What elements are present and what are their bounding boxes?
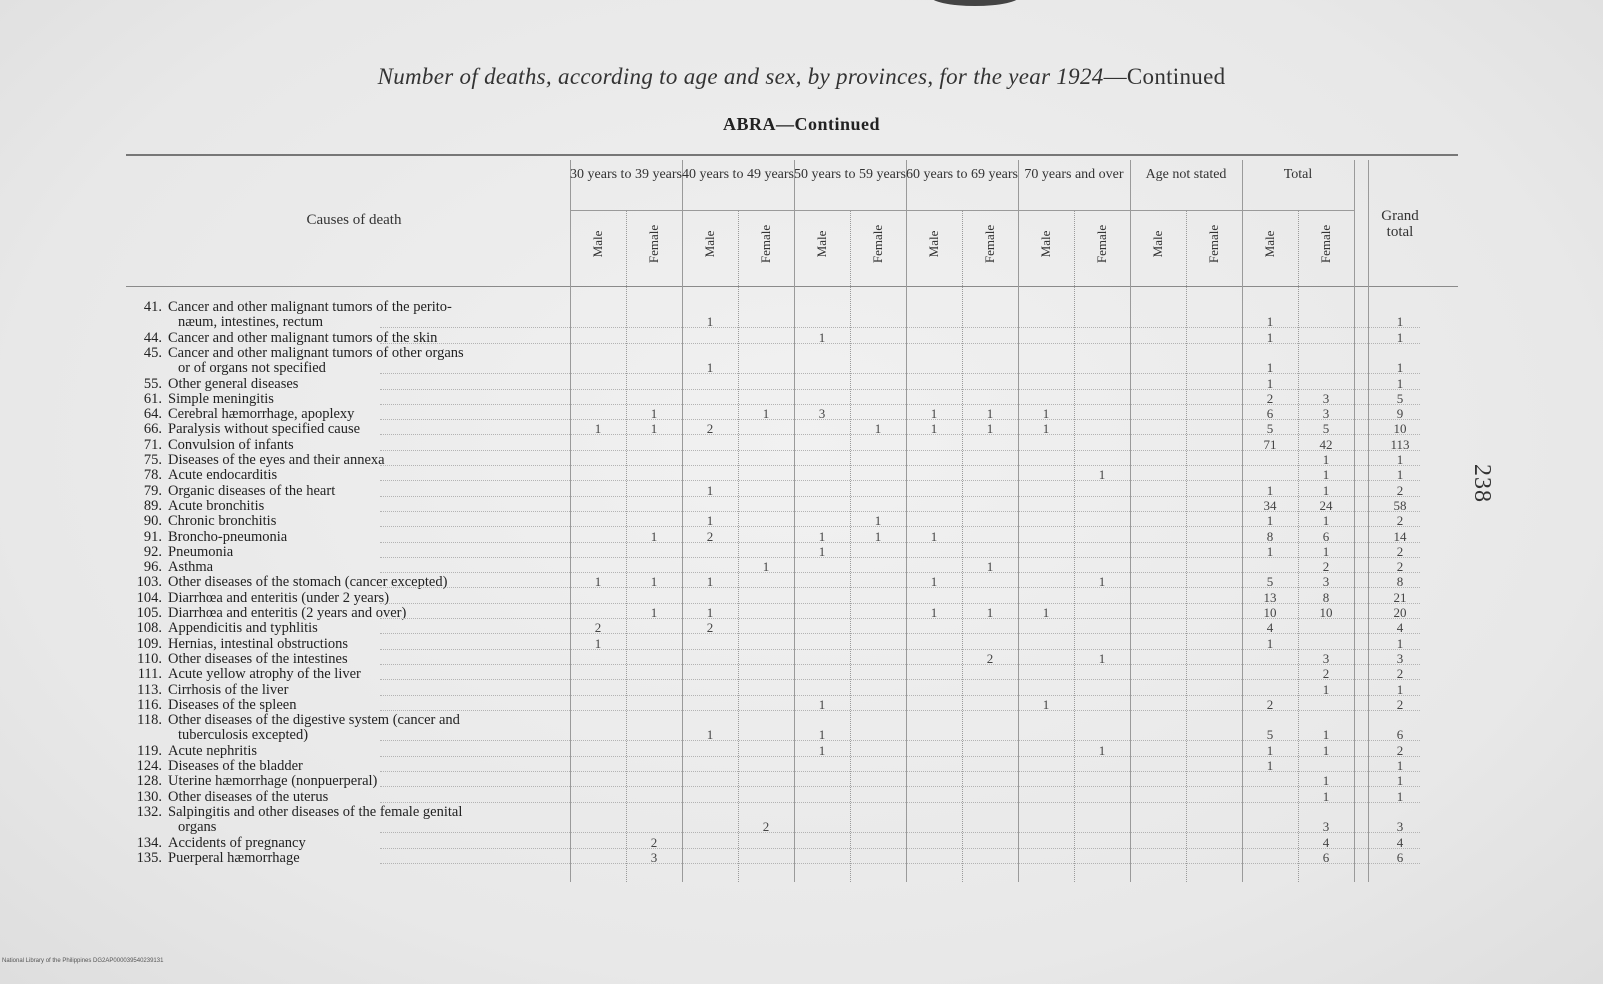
cause-row-label	[132, 514, 276, 528]
cause-row-label	[132, 652, 348, 666]
count-cell: 1	[930, 605, 938, 620]
cause-number: 134.	[136, 834, 162, 851]
cause-row-label	[132, 606, 406, 620]
age-group-header: 50 years to 59 years	[794, 167, 906, 182]
cause-row-label	[132, 805, 462, 819]
count-cell: 3	[1322, 406, 1330, 422]
count-cell: 1	[1266, 360, 1274, 376]
cause-name: Acute yellow atrophy of the liver	[168, 666, 361, 683]
grand-total-cell: 113	[1390, 436, 1410, 452]
province-subtitle: ABRA—Continued	[722, 114, 881, 134]
cause-name: Convulsion of infants	[168, 436, 294, 453]
count-cell: 1	[1322, 727, 1330, 743]
cause-number: 64.	[143, 406, 162, 423]
count-cell: 1	[818, 543, 826, 559]
count-cell: 1	[930, 574, 938, 590]
count-cell: 1	[594, 635, 602, 651]
female-column-header: Female	[646, 224, 661, 264]
cause-row-label	[132, 744, 257, 758]
cause-row-label	[132, 453, 385, 467]
top-rule	[126, 154, 1458, 156]
count-cell: 8	[1266, 528, 1274, 544]
count-cell: 5	[1266, 421, 1274, 437]
cause-number: 92.	[143, 543, 162, 560]
group-underline	[682, 210, 794, 211]
count-cell: 6	[1322, 849, 1330, 865]
age-group-header: Total	[1283, 167, 1313, 182]
grand-total-cell: 2	[1396, 742, 1404, 758]
cause-number: 61.	[143, 390, 162, 407]
grand-total-cell: 6	[1396, 727, 1404, 743]
count-cell: 1	[762, 406, 770, 422]
cause-row-label	[132, 713, 460, 727]
male-column-header: Male	[814, 230, 829, 258]
cause-name: Other diseases of the stomach (cancer excepted)	[168, 574, 448, 591]
header-rule	[126, 286, 1458, 287]
column-rule	[1186, 210, 1187, 882]
count-cell: 1	[1266, 375, 1274, 391]
cause-name: Cancer and other malignant tumors of other organs	[168, 344, 464, 361]
cause-name: Organic diseases of the heart	[168, 482, 336, 499]
male-column-header: Male	[926, 230, 941, 258]
cause-row-label	[132, 468, 277, 482]
grand-total-cell: 1	[1396, 375, 1404, 391]
cause-name: Acute bronchitis	[168, 497, 265, 514]
page-number: 238	[1469, 464, 1495, 503]
cause-row-label	[132, 377, 298, 391]
group-underline	[1130, 210, 1242, 211]
count-cell: 1	[594, 421, 602, 437]
column-rule	[626, 210, 627, 882]
count-cell: 6	[1266, 406, 1274, 422]
grand-total-cell: 1	[1396, 788, 1404, 804]
female-column-header: Female	[1094, 224, 1109, 264]
dot-leader	[380, 863, 1420, 864]
cause-number: 111.	[137, 666, 162, 683]
cause-number: 104.	[136, 589, 162, 606]
grand-total-cell: 1	[1396, 314, 1404, 330]
cause-number: 45.	[143, 344, 162, 361]
count-cell: 1	[1322, 467, 1330, 483]
count-cell: 1	[986, 421, 994, 437]
count-cell: 1	[1042, 421, 1050, 437]
count-cell: 1	[650, 605, 658, 620]
count-cell: 1	[874, 513, 882, 529]
count-cell: 1	[1322, 513, 1330, 529]
count-cell: 5	[1322, 421, 1330, 437]
cause-number: 66.	[143, 421, 162, 438]
cause-number: 89.	[143, 497, 162, 514]
column-rule	[850, 210, 851, 882]
cause-number: 103.	[136, 574, 162, 591]
cause-number: 118.	[137, 712, 162, 729]
dot-leader	[380, 786, 1420, 787]
count-cell: 24	[1319, 497, 1333, 513]
title-continued: —Continued	[1103, 64, 1226, 89]
grand-total-cell: 2	[1396, 482, 1404, 498]
age-group-header: 70 years and over	[1024, 167, 1124, 182]
cause-name-continued: or of organs not specified	[178, 360, 326, 377]
dot-leader	[380, 695, 1420, 696]
cause-name: Acute endocarditis	[168, 467, 278, 484]
binding-shadow	[930, 0, 1020, 6]
cause-name: Salpingitis and other diseases of the female genital	[168, 803, 463, 820]
cause-number: 105.	[136, 605, 162, 621]
count-cell: 1	[706, 314, 714, 330]
age-group-header: 40 years to 49 years	[682, 167, 794, 182]
count-cell: 1	[1266, 482, 1274, 498]
count-cell: 1	[818, 696, 826, 712]
cause-name: Puerperal hæmorrhage	[168, 849, 300, 866]
count-cell: 1	[1322, 482, 1330, 498]
grand-total-cell: 1	[1396, 467, 1404, 483]
count-cell: 1	[1098, 742, 1106, 758]
count-cell: 1	[1042, 406, 1050, 422]
count-cell: 1	[1266, 329, 1274, 345]
grand-total-cell: 1	[1396, 773, 1404, 789]
age-group-header: 30 years to 39 years	[570, 167, 682, 182]
count-cell: 42	[1319, 436, 1333, 452]
cause-name: Diseases of the bladder	[168, 758, 303, 774]
count-cell: 1	[818, 727, 826, 743]
age-group-header: 60 years to 69 years	[906, 167, 1018, 182]
male-column-header: Male	[702, 230, 717, 258]
count-cell: 1	[650, 421, 658, 437]
count-cell: 2	[986, 650, 994, 666]
count-cell: 6	[1322, 528, 1330, 544]
cause-name-continued: tuberculosis excepted)	[178, 727, 309, 744]
column-rule	[1018, 160, 1019, 882]
cause-number: 132.	[136, 803, 162, 820]
cause-row-label	[132, 499, 264, 513]
grand-total-cell: 2	[1396, 513, 1404, 529]
dot-leader	[380, 572, 1420, 573]
group-underline	[570, 210, 682, 211]
count-cell: 2	[762, 819, 770, 835]
grand-total-cell: 2	[1396, 696, 1404, 712]
cause-name: Pneumonia	[168, 543, 234, 560]
cause-row-label	[132, 790, 328, 804]
count-cell: 1	[930, 406, 938, 422]
dot-leader	[380, 480, 1420, 481]
count-cell: 3	[650, 849, 658, 865]
causes-header: Causes of death	[306, 212, 402, 228]
count-cell: 1	[650, 528, 658, 544]
column-rule	[1130, 160, 1131, 882]
cause-row-label	[132, 774, 377, 788]
count-cell: 1	[930, 528, 938, 544]
count-cell: 1	[706, 605, 714, 620]
count-cell: 1	[706, 574, 714, 590]
grand-total-cell: 21	[1393, 589, 1407, 605]
column-rule	[1368, 160, 1369, 882]
count-cell: 1	[1042, 605, 1050, 620]
count-cell: 1	[818, 528, 826, 544]
cause-row-label	[132, 407, 354, 421]
column-rule	[1354, 160, 1355, 882]
cause-number: 71.	[143, 436, 162, 453]
dot-leader	[380, 802, 1420, 803]
cause-row-label	[132, 438, 294, 452]
count-cell: 1	[874, 528, 882, 544]
count-cell: 4	[1322, 834, 1330, 850]
cause-name: Appendicitis and typhlitis	[168, 620, 318, 637]
cause-name-continued: organs	[178, 819, 217, 836]
cause-name: Uterine hæmorrhage (nonpuerperal)	[168, 773, 378, 790]
cause-row-label	[132, 346, 464, 360]
female-column-header: Female	[982, 224, 997, 264]
count-cell: 2	[594, 620, 602, 636]
column-rule	[962, 210, 963, 882]
cause-name: Acute nephritis	[168, 742, 257, 759]
cause-number: 90.	[143, 513, 162, 530]
female-column-header: Female	[1206, 224, 1221, 264]
column-rule	[906, 160, 907, 882]
count-cell: 1	[1322, 543, 1330, 559]
cause-row-label	[132, 836, 306, 850]
cause-number: 130.	[136, 788, 162, 805]
male-column-header: Male	[1038, 230, 1053, 258]
cause-number: 91.	[143, 528, 162, 545]
cause-name: Diseases of the spleen	[168, 696, 297, 713]
cause-number: 108.	[136, 620, 162, 637]
cause-name: Diarrhœa and enteritis (2 years and over)	[168, 605, 407, 621]
count-cell: 71	[1263, 436, 1277, 452]
count-cell: 2	[706, 620, 714, 636]
dot-leader	[380, 832, 1420, 833]
table-title	[0, 64, 1603, 90]
grand-total-cell: 1	[1396, 681, 1404, 697]
cause-row-label	[132, 759, 303, 773]
cause-row-label	[132, 667, 361, 681]
count-cell: 34	[1263, 497, 1277, 513]
cause-number: 44.	[143, 329, 162, 346]
count-cell: 1	[706, 513, 714, 529]
dot-leader	[380, 664, 1420, 665]
column-rule	[570, 160, 571, 882]
cause-row-label	[132, 300, 452, 314]
female-column-header: Female	[1318, 224, 1333, 264]
grand-total-cell: 1	[1396, 758, 1404, 773]
male-column-header: Male	[590, 230, 605, 258]
cause-name: Accidents of pregnancy	[168, 834, 306, 851]
cause-name-continued: næum, intestines, rectum	[178, 314, 323, 331]
grand-total-cell: 58	[1393, 497, 1407, 513]
dot-leader	[380, 848, 1420, 849]
cause-name: Other diseases of the uterus	[168, 788, 329, 805]
count-cell: 1	[1266, 314, 1274, 330]
cause-row-label	[132, 422, 360, 436]
count-cell: 3	[1322, 650, 1330, 666]
count-cell: 1	[1042, 696, 1050, 712]
cause-number: 135.	[136, 849, 162, 866]
cause-row-label	[132, 484, 335, 498]
count-cell: 2	[650, 834, 658, 850]
cause-name: Cirrhosis of the liver	[168, 681, 289, 698]
cause-number: 41.	[143, 299, 162, 315]
column-rule	[1074, 210, 1075, 882]
count-cell: 1	[874, 421, 882, 437]
count-cell: 5	[1266, 727, 1274, 743]
cause-number: 113.	[137, 681, 162, 698]
cause-row-label	[132, 392, 274, 406]
age-group-header: Age not stated	[1145, 167, 1227, 182]
cause-row-label	[132, 698, 296, 712]
count-cell: 13	[1263, 589, 1277, 605]
cause-name: Simple meningitis	[168, 390, 274, 407]
cause-number: 110.	[137, 650, 162, 667]
cause-row-label	[132, 545, 233, 559]
grand-total-cell: 5	[1396, 390, 1404, 406]
count-cell: 1	[986, 406, 994, 422]
count-cell: 1	[706, 360, 714, 376]
count-cell: 1	[1322, 681, 1330, 697]
female-column-header: Female	[870, 224, 885, 264]
male-column-header: Male	[1262, 230, 1277, 258]
count-cell: 8	[1322, 589, 1330, 605]
count-cell: 1	[1322, 452, 1330, 467]
grand-total-cell: 6	[1396, 849, 1404, 865]
grand-total-cell: 1	[1396, 329, 1404, 345]
grand-total-cell: 1	[1396, 635, 1404, 651]
count-cell: 1	[650, 406, 658, 422]
cause-name: Asthma	[168, 559, 214, 576]
grand-total-cell: 2	[1396, 559, 1404, 575]
cause-row-label	[132, 560, 213, 574]
count-cell: 1	[1266, 543, 1274, 559]
grand-total-cell: 9	[1396, 406, 1404, 422]
count-cell: 1	[1322, 742, 1330, 758]
count-cell: 1	[986, 605, 994, 620]
count-cell: 2	[1266, 390, 1274, 406]
footer-credit: National Library of the Philippines DG2AP000039540239131	[2, 958, 164, 964]
count-cell: 1	[594, 574, 602, 590]
cause-row-label	[132, 851, 300, 865]
count-cell: 1	[706, 482, 714, 498]
cause-row-label	[132, 591, 389, 605]
grand-total-cell: 20	[1393, 605, 1407, 620]
count-cell: 5	[1266, 574, 1274, 590]
cause-name: Other general diseases	[168, 375, 299, 392]
count-cell: 2	[1322, 666, 1330, 682]
cause-row-label	[132, 621, 318, 635]
cause-number: 75.	[143, 452, 162, 468]
title-main: Number of deaths, according to age and sex, by provinces, for the year 1924	[377, 64, 1104, 89]
group-underline	[1018, 210, 1130, 211]
count-cell: 1	[818, 742, 826, 758]
grand-total-cell: 8	[1396, 574, 1404, 590]
dot-leader	[380, 465, 1420, 466]
dot-leader	[380, 679, 1420, 680]
cause-number: 96.	[143, 559, 162, 576]
count-cell: 1	[1266, 742, 1274, 758]
count-cell: 2	[706, 528, 714, 544]
cause-name: Broncho-pneumonia	[168, 528, 288, 545]
cause-name: Diseases of the eyes and their annexa	[168, 452, 385, 468]
count-cell: 3	[818, 406, 826, 422]
male-column-header: Male	[1150, 230, 1165, 258]
cause-row-label	[132, 637, 348, 651]
count-cell: 1	[706, 727, 714, 743]
cause-name: Other diseases of the intestines	[168, 650, 348, 667]
cause-name: Chronic bronchitis	[168, 513, 277, 530]
count-cell: 1	[762, 559, 770, 575]
cause-name: Paralysis without specified cause	[168, 421, 361, 438]
grand-total-cell: 10	[1393, 421, 1407, 437]
count-cell: 1	[1098, 574, 1106, 590]
cause-number: 78.	[143, 467, 162, 484]
cause-name: Hernias, intestinal obstructions	[168, 635, 349, 652]
count-cell: 1	[1266, 513, 1274, 529]
count-cell: 2	[1266, 696, 1274, 712]
cause-number: 124.	[136, 758, 162, 774]
count-cell: 2	[706, 421, 714, 437]
cause-number: 116.	[137, 696, 162, 713]
count-cell: 10	[1263, 605, 1277, 620]
grand-total-cell: 2	[1396, 543, 1404, 559]
count-cell: 1	[1322, 773, 1330, 789]
count-cell: 1	[1266, 758, 1274, 773]
grand-total-header: Grand total	[1381, 208, 1419, 240]
female-column-header: Female	[758, 224, 773, 264]
cause-name: Cancer and other malignant tumors of the perito-	[168, 299, 452, 315]
count-cell: 1	[1266, 635, 1274, 651]
grand-total-cell: 2	[1396, 666, 1404, 682]
count-cell: 1	[1322, 788, 1330, 804]
cause-name: Cancer and other malignant tumors of the skin	[168, 329, 438, 346]
count-cell: 1	[818, 329, 826, 345]
count-cell: 1	[1098, 650, 1106, 666]
count-cell: 3	[1322, 574, 1330, 590]
cause-number: 128.	[136, 773, 162, 790]
cause-row-label	[132, 530, 287, 544]
grand-total-cell: 1	[1396, 360, 1404, 376]
grand-total-cell: 4	[1396, 834, 1404, 850]
grand-total-cell: 1	[1396, 452, 1404, 467]
grand-total-cell: 3	[1396, 650, 1404, 666]
group-underline	[906, 210, 1018, 211]
group-underline	[1242, 210, 1354, 211]
cause-name: Other diseases of the digestive system (cancer and	[168, 712, 460, 729]
group-underline	[794, 210, 906, 211]
cause-number: 79.	[143, 482, 162, 499]
cause-name: Cerebral hæmorrhage, apoplexy	[168, 406, 355, 423]
count-cell: 4	[1266, 620, 1274, 636]
column-rule	[794, 160, 795, 882]
count-cell: 1	[1098, 467, 1106, 483]
count-cell: 10	[1319, 605, 1333, 620]
count-cell: 1	[930, 421, 938, 437]
cause-name: Diarrhœa and enteritis (under 2 years)	[168, 589, 390, 606]
column-rule	[738, 210, 739, 882]
count-cell: 1	[650, 574, 658, 590]
cause-number: 55.	[143, 375, 162, 392]
grand-total-cell: 3	[1396, 819, 1404, 835]
grand-total-cell: 4	[1396, 620, 1404, 636]
count-cell: 3	[1322, 390, 1330, 406]
grand-total-cell: 14	[1393, 528, 1407, 544]
cause-number: 109.	[136, 635, 162, 652]
count-cell: 3	[1322, 819, 1330, 835]
count-cell: 2	[1322, 559, 1330, 575]
count-cell: 1	[986, 559, 994, 575]
cause-number: 119.	[137, 742, 162, 759]
cause-row-label	[132, 683, 288, 697]
